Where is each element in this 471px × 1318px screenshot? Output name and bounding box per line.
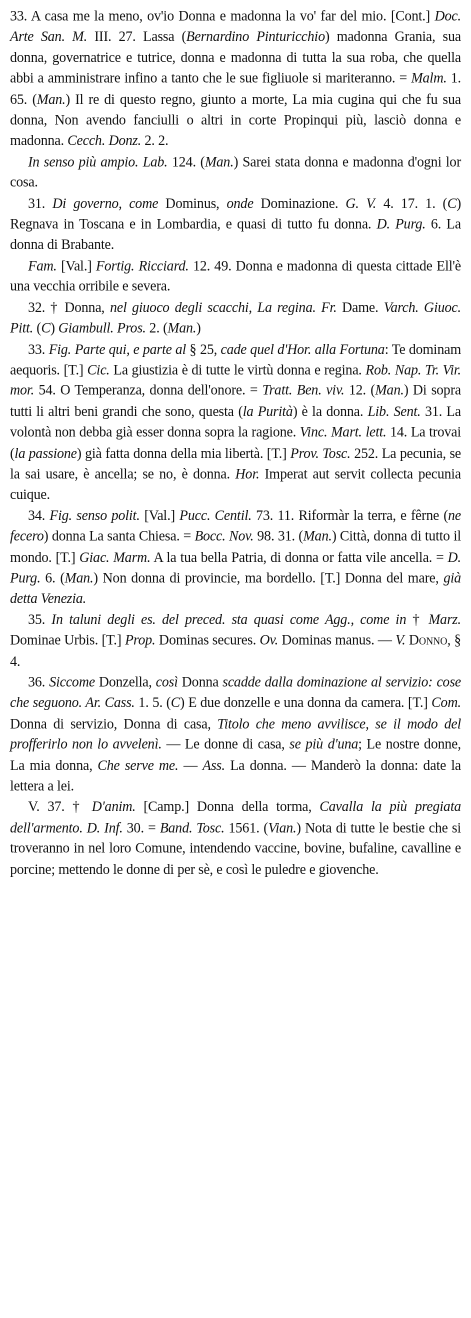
text-run: ) Di sopra tutti li altri beni grandi che sono, questa ( xyxy=(10,382,461,420)
text-run: 33. A casa me la meno, ov'io Donna e madonna la vo' far del mio. [Cont.] xyxy=(10,8,435,25)
text-run: 31. xyxy=(28,195,53,212)
text-run: onde xyxy=(226,195,254,212)
text-run: † xyxy=(406,611,429,629)
text-run: ) è la donna. xyxy=(292,403,368,420)
text-run: Vinc. Mart. lett. xyxy=(299,424,387,441)
text-run: Varch. Giuoc. Pitt. xyxy=(10,299,461,337)
text-run: La donna. — Manderò la donna: date la lettera a lei. xyxy=(10,757,461,795)
text-run: Prov. Tosc. xyxy=(290,445,351,462)
text-run: 12. ( xyxy=(344,382,376,400)
text-run: nel giuoco degli scacchi, La regina. Fr. xyxy=(109,299,337,316)
text-run: Hor. xyxy=(235,466,260,483)
text-run: , § 4. xyxy=(10,632,461,670)
text-run: 1561. ( xyxy=(224,819,269,837)
text-run: § 25, xyxy=(186,341,221,358)
text-run: Titolo che meno avvilisce, se il modo del profferirlo non lo avvelenì. xyxy=(10,715,462,753)
text-run: D'anim. xyxy=(91,799,136,816)
entry-paragraph-fam xyxy=(10,256,461,298)
text-run: Band. Tosc. xyxy=(159,819,225,837)
text-run: 6. La donna di Brabante. xyxy=(10,216,461,254)
text-run: Man. xyxy=(204,153,234,171)
text-run: — xyxy=(178,757,203,774)
text-run: 30. = xyxy=(122,819,160,837)
text-run: Dominas manus. — xyxy=(278,632,396,649)
text-run: : Te dominam aequoris. [T.] xyxy=(10,341,462,379)
text-run: G. V. xyxy=(345,195,377,212)
text-run: Ov. xyxy=(259,632,279,649)
entry-paragraph-36 xyxy=(10,672,461,797)
text-run: 98. 31. ( xyxy=(253,528,304,545)
text-run: Man. xyxy=(167,320,197,337)
text-run: La giustizia è di tutte le virtù donna e regina. xyxy=(109,362,366,379)
text-run: Lib. Sent. xyxy=(367,403,421,420)
text-run: 4. 17. 1. ( xyxy=(376,195,448,212)
text-run: cade quel d'Hor. alla Fortuna xyxy=(220,341,385,358)
text-run: Man. xyxy=(64,570,94,587)
text-run: Dame. xyxy=(336,299,384,316)
text-run: Di governo, come xyxy=(52,195,159,212)
text-run: Malm. xyxy=(411,70,447,87)
text-run: 32. † Donna, xyxy=(28,299,110,316)
text-run: Prop. xyxy=(124,632,156,649)
entry-paragraph-33 xyxy=(10,6,461,152)
text-run: ) già fatta donna della mia libertà. [T.] xyxy=(76,445,291,462)
entry-paragraph-37 xyxy=(10,797,461,880)
text-run: [Val.] xyxy=(56,257,96,275)
text-run: 36. xyxy=(28,674,50,691)
text-run: scadde dalla dominazione al servizio: cose che seguono. Ar. Cass. xyxy=(10,674,462,712)
text-run: Dominae Urbis. [T.] xyxy=(10,632,125,649)
text-run: Man. xyxy=(36,91,66,108)
text-run: la Purità xyxy=(242,403,293,420)
text-run: Fig. senso polit. xyxy=(49,507,140,525)
text-run: 31. La volontà non debba già esser donna sopra la ragione. xyxy=(10,403,461,441)
text-run: già detta Venezia. xyxy=(10,570,462,608)
text-run: 1. 5. ( xyxy=(134,695,171,712)
text-run: 54. O Temperanza, donna dell'onore. = xyxy=(34,382,263,400)
text-run: Pucc. Centil. xyxy=(179,507,252,525)
text-run: Donna xyxy=(177,674,223,691)
text-run: V. xyxy=(395,632,406,649)
text-run: Doc. Arte San. M. xyxy=(10,8,461,46)
text-run: Fortig. Ricciard. xyxy=(95,257,189,275)
text-run: Bocc. Nov. xyxy=(194,528,254,545)
text-run: Tratt. Ben. viv. xyxy=(262,382,345,400)
text-run: In senso più ampio. Lab. xyxy=(28,153,168,171)
text-run: ( xyxy=(33,320,42,337)
text-run: C xyxy=(447,195,457,212)
text-run: Fam. xyxy=(28,257,57,275)
text-run: D. Purg. xyxy=(10,549,461,587)
text-run: In taluni degli es. del preced. sta quasi come Agg., come in xyxy=(51,611,407,629)
text-run: 14. La trovai ( xyxy=(10,424,462,462)
text-run: Vian. xyxy=(268,819,297,837)
text-run: 33. xyxy=(28,341,49,358)
text-run: se più d'una xyxy=(289,736,359,753)
text-run: C xyxy=(41,320,51,337)
text-run: III. 27. Lassa ( xyxy=(87,28,187,46)
text-run: Giac. Marm. xyxy=(79,549,151,566)
text-run: Giambull. Pros. xyxy=(58,320,146,337)
text-run: Cic. xyxy=(87,362,110,379)
text-run: 35. xyxy=(28,611,52,629)
text-run: 12. 49. Donna e madonna di questa cittade Ell'è una vecchia orribile e severa. xyxy=(10,257,462,296)
text-run: Ass. xyxy=(202,757,225,774)
text-run: Siccome xyxy=(49,674,95,691)
text-run: D. Purg. xyxy=(376,216,426,233)
text-run: Bernardino Pinturicchio xyxy=(186,28,325,46)
text-run: ) Sarei stata donna e madonna d'ogni lor cosa. xyxy=(10,153,461,191)
text-run: Che serve me. xyxy=(97,757,179,774)
text-run: ) E due donzelle e una donna da camera. [T.] xyxy=(180,695,432,712)
text-run: — Le donne di casa, xyxy=(161,736,290,753)
text-run: 124. ( xyxy=(167,153,205,171)
text-run: Donna di servizio, Donna di casa, xyxy=(10,715,218,733)
text-run: Imperat aut servit collecta pecunia cuique. xyxy=(10,466,461,504)
text-run: ) Non donna di provincie, ma bordello. [T.] Donna del mare, xyxy=(93,570,444,587)
text-run: ) xyxy=(50,320,59,337)
text-run: 73. 11. Riformàr la terra, e fêrne ( xyxy=(251,507,448,525)
entry-paragraph-35 xyxy=(10,610,461,672)
text-run: la passione xyxy=(14,445,77,462)
text-run: V. 37. † xyxy=(28,799,92,816)
entry-paragraph-33-fig xyxy=(10,339,461,506)
text-run: [Val.] xyxy=(139,507,180,525)
text-run: Cavalla la più pregiata dell'armento. D. Inf. xyxy=(10,799,461,837)
entry-paragraph-31 xyxy=(10,193,461,255)
text-run: [Camp.] Donna della torma, xyxy=(135,799,320,816)
text-run: Donno xyxy=(408,632,448,649)
text-run: ; Le nostre donne, La mia donna, xyxy=(10,736,461,774)
text-run: ) madonna Grania, sua donna, governatrice e tutrice, donna e madonna di tutta la sua roba, che quella abbi a amministrare infino a tanto che le sue figliuole si mariteranno. = xyxy=(10,28,461,87)
text-run: 1. 65. ( xyxy=(10,70,461,108)
text-run: Com. xyxy=(431,695,461,712)
text-run: Man. xyxy=(303,528,332,545)
text-run: ) Nota di tutte le bestie che si troveranno in nel loro Comune, intendendo vaccine, bovine, bufaline, cavalline e porcine; mettendo le donne di per sè, e così le puledre e giovenche. xyxy=(10,819,461,878)
text-run: Fig. Parte qui, e parte al xyxy=(48,341,187,358)
entry-paragraph-32 xyxy=(10,298,461,340)
text-run: 252. La pecunia, se la sai usare, è ancella; se no, è donna. xyxy=(10,445,462,483)
text-run: 2. 2. xyxy=(141,133,169,150)
text-run: ) Regnava in Toscana e in Lombardia, e quasi di tutto fu donna. xyxy=(10,195,461,233)
text-run: così xyxy=(155,674,178,691)
text-run: 2. ( xyxy=(145,320,168,337)
text-run: 34. xyxy=(28,507,50,525)
text-run: Dominas secures. xyxy=(155,632,260,649)
text-run: Rob. Nap. Tr. Vir. mor. xyxy=(10,362,461,400)
text-run: ) Il re di questo regno, giunto a morte, La mia cugina qui che fu sua donna, Non avendo fanciulli o altri in corte Propinqui più, lasciò donna e madonna. xyxy=(10,91,461,150)
text-run: ne fecero xyxy=(10,507,462,545)
text-run: Cecch. Donz. xyxy=(67,133,142,150)
text-run: 6. ( xyxy=(40,570,65,587)
text-run: C xyxy=(170,695,181,712)
entry-paragraph-34 xyxy=(10,506,461,610)
text-run: Dominus, xyxy=(158,195,227,212)
entry-paragraph-ampio xyxy=(10,152,461,194)
text-run: Marz. xyxy=(428,611,461,629)
text-run: ) Città, donna di tutto il mondo. [T.] xyxy=(10,528,461,566)
text-run: Dominazione. xyxy=(253,195,346,212)
text-run: Donzella, xyxy=(94,674,156,691)
text-run: A la tua bella Patria, di donna or fatta vile ancella. = xyxy=(150,549,448,566)
text-run: ) donna La santa Chiesa. = xyxy=(43,528,195,545)
text-run: ) xyxy=(196,320,201,337)
text-run: Man. xyxy=(375,382,404,400)
